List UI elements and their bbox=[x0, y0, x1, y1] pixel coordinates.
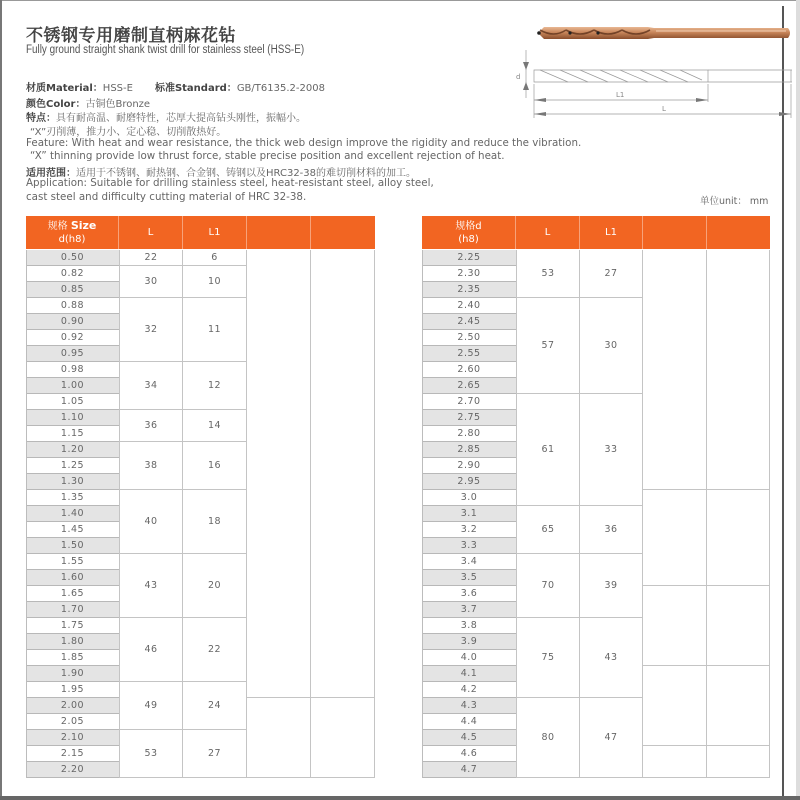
feature-cn-text: 具有耐高温、耐磨特性，芯厚大提高钻头刚性，振幅小。 bbox=[56, 113, 306, 124]
size-cell: 2.70 bbox=[422, 394, 516, 410]
length-cell: 70 bbox=[516, 554, 580, 618]
size-table-right bbox=[422, 216, 770, 778]
size-cell: 4.0 bbox=[422, 650, 516, 666]
frame-left-border bbox=[0, 0, 2, 800]
size-cell: 1.20 bbox=[26, 442, 119, 458]
spec-feature-cn bbox=[26, 109, 306, 124]
drill-dimension-diagram bbox=[512, 48, 792, 120]
size-cell: 1.25 bbox=[26, 458, 119, 474]
frame-right-inner-border bbox=[782, 6, 784, 796]
length-cell: 38 bbox=[119, 442, 183, 490]
frame-bottom-border bbox=[0, 796, 800, 800]
size-cell: 1.50 bbox=[26, 538, 119, 554]
length-cell: 34 bbox=[119, 362, 183, 410]
flute-length-cell: 36 bbox=[580, 506, 643, 554]
color-label: 颜色Color： bbox=[26, 99, 86, 110]
length-cell: 61 bbox=[516, 394, 580, 506]
flute-length-cell: 10 bbox=[183, 266, 247, 298]
flute-length-cell: 18 bbox=[183, 490, 247, 554]
blank-cell bbox=[643, 666, 707, 746]
header-size bbox=[422, 216, 516, 249]
header-blank-1 bbox=[247, 216, 311, 249]
size-cell: 4.5 bbox=[422, 730, 516, 746]
size-cell: 0.90 bbox=[26, 314, 119, 330]
size-cell: 2.95 bbox=[422, 474, 516, 490]
size-cell: 1.30 bbox=[26, 474, 119, 490]
size-cell: 1.90 bbox=[26, 666, 119, 682]
size-cell: 3.2 bbox=[422, 522, 516, 538]
blank-cell bbox=[707, 746, 770, 778]
size-cell: 1.35 bbox=[26, 490, 119, 506]
header-size-cn: 规格 bbox=[47, 221, 68, 232]
flute-length-cell: 27 bbox=[183, 730, 247, 778]
size-cell: 1.60 bbox=[26, 570, 119, 586]
size-cell: 2.05 bbox=[26, 714, 119, 730]
size-cell: 2.10 bbox=[26, 730, 119, 746]
size-cell: 1.00 bbox=[26, 378, 119, 394]
diagram-label-l: L bbox=[662, 105, 666, 113]
length-cell: 32 bbox=[119, 298, 183, 362]
spec-feature-en-line1: Feature: With heat and wear resistance, the thick web design improve the rigidity and reduce the vibration. bbox=[26, 137, 582, 149]
blank-cell bbox=[643, 746, 707, 778]
length-cell: 40 bbox=[119, 490, 183, 554]
flute-length-cell: 33 bbox=[580, 394, 643, 506]
blank-cell bbox=[247, 698, 311, 778]
size-cell: 1.95 bbox=[26, 682, 119, 698]
size-cell: 2.25 bbox=[422, 250, 516, 266]
size-cell: 1.05 bbox=[26, 394, 119, 410]
header-blank-2 bbox=[707, 216, 770, 249]
size-cell: 4.4 bbox=[422, 714, 516, 730]
flute-length-cell: 43 bbox=[580, 618, 643, 698]
header-size-sub: (h8) bbox=[458, 233, 479, 245]
header-l1: L1 bbox=[580, 216, 643, 249]
size-cell: 4.1 bbox=[422, 666, 516, 682]
size-cell: 2.60 bbox=[422, 362, 516, 378]
color-value: 古铜色Bronze bbox=[85, 99, 151, 110]
length-cell: 36 bbox=[119, 410, 183, 442]
blank-cell bbox=[311, 250, 375, 698]
flute-length-cell: 39 bbox=[580, 554, 643, 618]
size-cell: 4.6 bbox=[422, 746, 516, 762]
frame-right-border bbox=[796, 0, 800, 800]
page-subtitle: Fully ground straight shank twist drill for stainless steel (HSS-E) bbox=[26, 44, 305, 56]
header-l: L bbox=[516, 216, 580, 249]
size-cell: 2.50 bbox=[422, 330, 516, 346]
size-cell: 2.00 bbox=[26, 698, 119, 714]
size-table-left bbox=[26, 216, 375, 778]
header-size bbox=[26, 216, 119, 249]
spec-material-standard bbox=[26, 79, 325, 94]
header-l: L bbox=[119, 216, 183, 249]
spec-feature-cn-line2: “X”刃削薄，推力小、定心稳、切削散热好。 bbox=[30, 127, 227, 138]
flute-length-cell: 12 bbox=[183, 362, 247, 410]
size-cell: 4.7 bbox=[422, 762, 516, 778]
size-cell: 1.70 bbox=[26, 602, 119, 618]
size-cell: 1.65 bbox=[26, 586, 119, 602]
size-cell: 2.20 bbox=[26, 762, 119, 778]
flute-length-cell: 20 bbox=[183, 554, 247, 618]
size-cell: 0.82 bbox=[26, 266, 119, 282]
size-cell: 0.92 bbox=[26, 330, 119, 346]
size-cell: 2.40 bbox=[422, 298, 516, 314]
blank-cell bbox=[707, 490, 770, 586]
size-cell: 3.3 bbox=[422, 538, 516, 554]
spec-feature-en-line2: “X” thinning provide low thrust force, stable precise position and excellent rejection of heat. bbox=[30, 150, 505, 162]
size-cell: 2.65 bbox=[422, 378, 516, 394]
size-cell: 1.40 bbox=[26, 506, 119, 522]
size-cell: 0.95 bbox=[26, 346, 119, 362]
size-cell: 0.98 bbox=[26, 362, 119, 378]
blank-cell bbox=[707, 250, 770, 490]
size-cell: 4.2 bbox=[422, 682, 516, 698]
size-cell: 2.80 bbox=[422, 426, 516, 442]
size-cell: 1.15 bbox=[26, 426, 119, 442]
size-cell: 0.88 bbox=[26, 298, 119, 314]
length-cell: 22 bbox=[119, 250, 183, 266]
table-left-border bbox=[26, 250, 27, 778]
size-cell: 2.90 bbox=[422, 458, 516, 474]
size-cell: 0.85 bbox=[26, 282, 119, 298]
size-cell: 3.1 bbox=[422, 506, 516, 522]
size-cell: 2.35 bbox=[422, 282, 516, 298]
size-cell: 3.4 bbox=[422, 554, 516, 570]
unit-label: 单位unit： mm bbox=[700, 196, 769, 207]
blank-cell bbox=[311, 698, 375, 778]
size-cell: 1.85 bbox=[26, 650, 119, 666]
application-cn-text: 适用于不锈钢、耐热钢、合金钢、铸钢以及HRC32-38的难切削材料的加工。 bbox=[76, 168, 417, 179]
size-cell: 0.50 bbox=[26, 250, 119, 266]
flute-length-cell: 47 bbox=[580, 698, 643, 778]
flute-length-cell: 27 bbox=[580, 250, 643, 298]
size-cell: 1.55 bbox=[26, 554, 119, 570]
size-cell: 4.3 bbox=[422, 698, 516, 714]
length-cell: 43 bbox=[119, 554, 183, 618]
size-cell: 3.0 bbox=[422, 490, 516, 506]
blank-cell bbox=[643, 586, 707, 666]
frame-top-border bbox=[0, 0, 800, 1]
length-cell: 30 bbox=[119, 266, 183, 298]
standard-value: GB/T6135.2-2008 bbox=[236, 83, 325, 94]
table-left-border bbox=[422, 250, 423, 778]
blank-cell bbox=[643, 490, 707, 586]
spec-application-en-line2: cast steel and difficulty cutting material of HRC 32-38. bbox=[26, 191, 307, 203]
flute-length-cell: 14 bbox=[183, 410, 247, 442]
size-cell: 3.7 bbox=[422, 602, 516, 618]
size-cell: 3.9 bbox=[422, 634, 516, 650]
size-cell: 1.45 bbox=[26, 522, 119, 538]
flute-length-cell: 6 bbox=[183, 250, 247, 266]
length-cell: 53 bbox=[119, 730, 183, 778]
size-cell: 1.75 bbox=[26, 618, 119, 634]
blank-cell bbox=[707, 586, 770, 666]
length-cell: 80 bbox=[516, 698, 580, 778]
length-cell: 65 bbox=[516, 506, 580, 554]
material-label: 材质Material： bbox=[26, 83, 103, 94]
flute-length-cell: 22 bbox=[183, 618, 247, 682]
material-value: HSS-E bbox=[102, 83, 133, 94]
length-cell: 46 bbox=[119, 618, 183, 682]
feature-cn-label: 特点： bbox=[26, 113, 56, 124]
size-cell: 2.55 bbox=[422, 346, 516, 362]
blank-cell bbox=[643, 250, 707, 490]
flute-length-cell: 30 bbox=[580, 298, 643, 394]
header-size-sub: d(h8) bbox=[58, 234, 86, 245]
blank-cell bbox=[247, 250, 311, 698]
flute-length-cell: 16 bbox=[183, 442, 247, 490]
application-cn-label: 适用范围： bbox=[26, 168, 76, 179]
header-size-cn: 规格d bbox=[455, 220, 482, 232]
spec-color bbox=[26, 95, 150, 110]
size-cell: 3.6 bbox=[422, 586, 516, 602]
standard-label: 标准Standard： bbox=[154, 83, 237, 94]
size-cell: 1.80 bbox=[26, 634, 119, 650]
header-size-en: Size bbox=[70, 219, 97, 232]
length-cell: 75 bbox=[516, 618, 580, 698]
size-cell: 2.75 bbox=[422, 410, 516, 426]
flute-length-cell: 11 bbox=[183, 298, 247, 362]
size-cell: 2.15 bbox=[26, 746, 119, 762]
spec-application-en-line1: Application: Suitable for drilling stainless steel, heat-resistant steel, alloy steel, bbox=[26, 177, 434, 189]
size-cell: 2.45 bbox=[422, 314, 516, 330]
length-cell: 53 bbox=[516, 250, 580, 298]
size-cell: 2.30 bbox=[422, 266, 516, 282]
header-l1: L1 bbox=[183, 216, 247, 249]
size-cell: 3.8 bbox=[422, 618, 516, 634]
diagram-label-l1: L1 bbox=[616, 91, 625, 99]
size-cell: 2.85 bbox=[422, 442, 516, 458]
length-cell: 49 bbox=[119, 682, 183, 730]
drill-photo bbox=[536, 24, 792, 42]
header-blank-1 bbox=[643, 216, 707, 249]
flute-length-cell: 24 bbox=[183, 682, 247, 730]
size-cell: 3.5 bbox=[422, 570, 516, 586]
page-title: 不锈钢专用磨制直柄麻花钻 bbox=[26, 26, 236, 46]
length-cell: 57 bbox=[516, 298, 580, 394]
header-blank-2 bbox=[311, 216, 375, 249]
diagram-label-d: d bbox=[516, 73, 521, 81]
size-cell: 1.10 bbox=[26, 410, 119, 426]
blank-cell bbox=[707, 666, 770, 746]
